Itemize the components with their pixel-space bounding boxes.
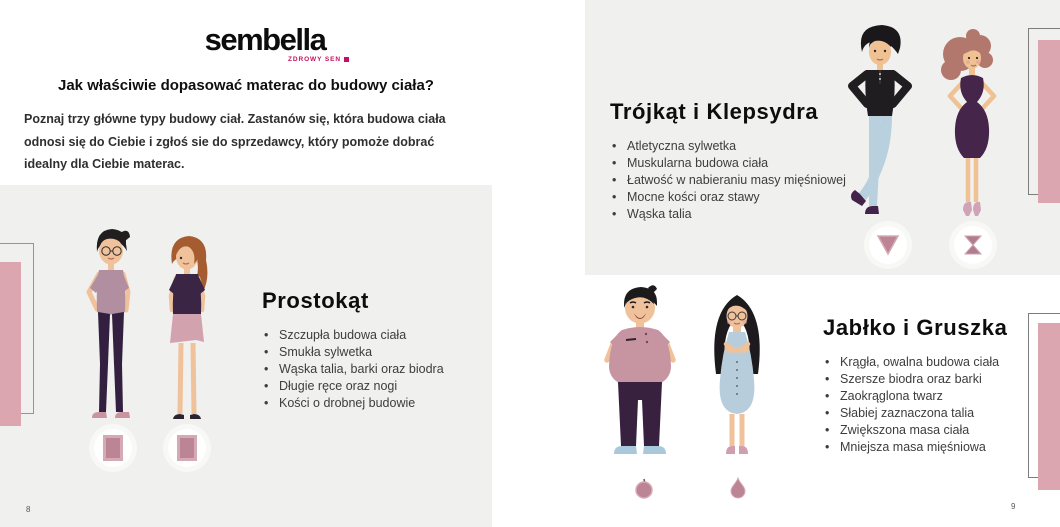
bullet-list — [262, 327, 444, 412]
bullet-item: • Szczupła budowa ciała — [262, 327, 444, 344]
brand-square-icon — [344, 57, 349, 62]
body-type-icon-circle — [719, 469, 757, 507]
bullet-item: • Krągła, owalna budowa ciała — [823, 354, 1007, 371]
illustration-hourglass-woman — [930, 28, 1008, 228]
bullet-item: • Słabiej zaznaczona talia — [823, 405, 1007, 422]
rectangle-icon — [177, 435, 197, 461]
bullet-item: • Mocne kości oraz stawy — [610, 189, 846, 206]
section-title: Prostokąt — [262, 288, 369, 313]
brand-logo — [165, 24, 365, 63]
brand-name: sembella — [204, 22, 326, 57]
pear-icon — [726, 476, 750, 500]
apple-icon — [632, 476, 656, 500]
body-type-icon-circle — [94, 429, 132, 467]
illustration-triangle-man — [842, 22, 916, 228]
section-trojkat-klepsydra — [610, 99, 846, 223]
page-number-left: 8 — [26, 505, 31, 514]
body-type-icon-circle — [625, 469, 663, 507]
rectangle-icon — [103, 435, 123, 461]
brand-tagline-row — [165, 56, 365, 63]
page-title: Jak właściwie dopasować materac do budowy ciała? — [58, 77, 434, 94]
bullet-list — [823, 354, 1007, 456]
bullet-item: • Mniejsza masa mięśniowa — [823, 439, 1007, 456]
decor-pink-rectangle — [1038, 323, 1060, 490]
bullet-item: • Szersze biodra oraz barki — [823, 371, 1007, 388]
section-title: Trójkąt i Klepsydra — [610, 99, 819, 124]
section-jablko-gruszka — [823, 315, 1007, 456]
brand-tagline: ZDROWY SEN — [288, 56, 341, 63]
body-type-icon-circle — [869, 226, 907, 264]
page-number-right: 9 — [1011, 502, 1016, 511]
bullet-item: • Długie ręce oraz nogi — [262, 378, 444, 395]
section-title: Jabłko i Gruszka — [823, 315, 1008, 340]
body-type-icon-circle — [168, 429, 206, 467]
decor-pink-rectangle — [1038, 40, 1060, 203]
bullet-item: • Wąska talia — [610, 206, 846, 223]
bullet-item: • Kości o drobnej budowie — [262, 395, 444, 412]
bullet-item: • Muskularna budowa ciała — [610, 155, 846, 172]
bullet-item: • Wąska talia, barki oraz biodra — [262, 361, 444, 378]
bullet-item: • Zaokrąglona twarz — [823, 388, 1007, 405]
bullet-item: • Zwiększona masa ciała — [823, 422, 1007, 439]
intro-paragraph: Poznaj trzy główne typy budowy ciał. Zastanów się, która budowa ciała odnosi się do Ciebie i zgłoś sie do sprzedawcy, który pomoże dobrać idealny dla Ciebie materac. — [24, 112, 446, 171]
hourglass-icon — [961, 234, 985, 256]
bullet-item: • Smukła sylwetka — [262, 344, 444, 361]
illustration-pear-woman — [702, 288, 772, 474]
bullet-list — [610, 138, 846, 223]
illustration-apple-man — [596, 282, 684, 474]
triangle-icon — [876, 234, 900, 256]
section-prostokat — [262, 288, 444, 412]
body-type-icon-circle — [954, 226, 992, 264]
illustration-rectangle-woman — [156, 230, 220, 430]
bullet-item: • Łatwość w nabieraniu masy mięśniowej — [610, 172, 846, 189]
illustration-rectangle-man — [80, 224, 142, 430]
bullet-item: • Atletyczna sylwetka — [610, 138, 846, 155]
decor-pink-rectangle — [0, 262, 21, 426]
